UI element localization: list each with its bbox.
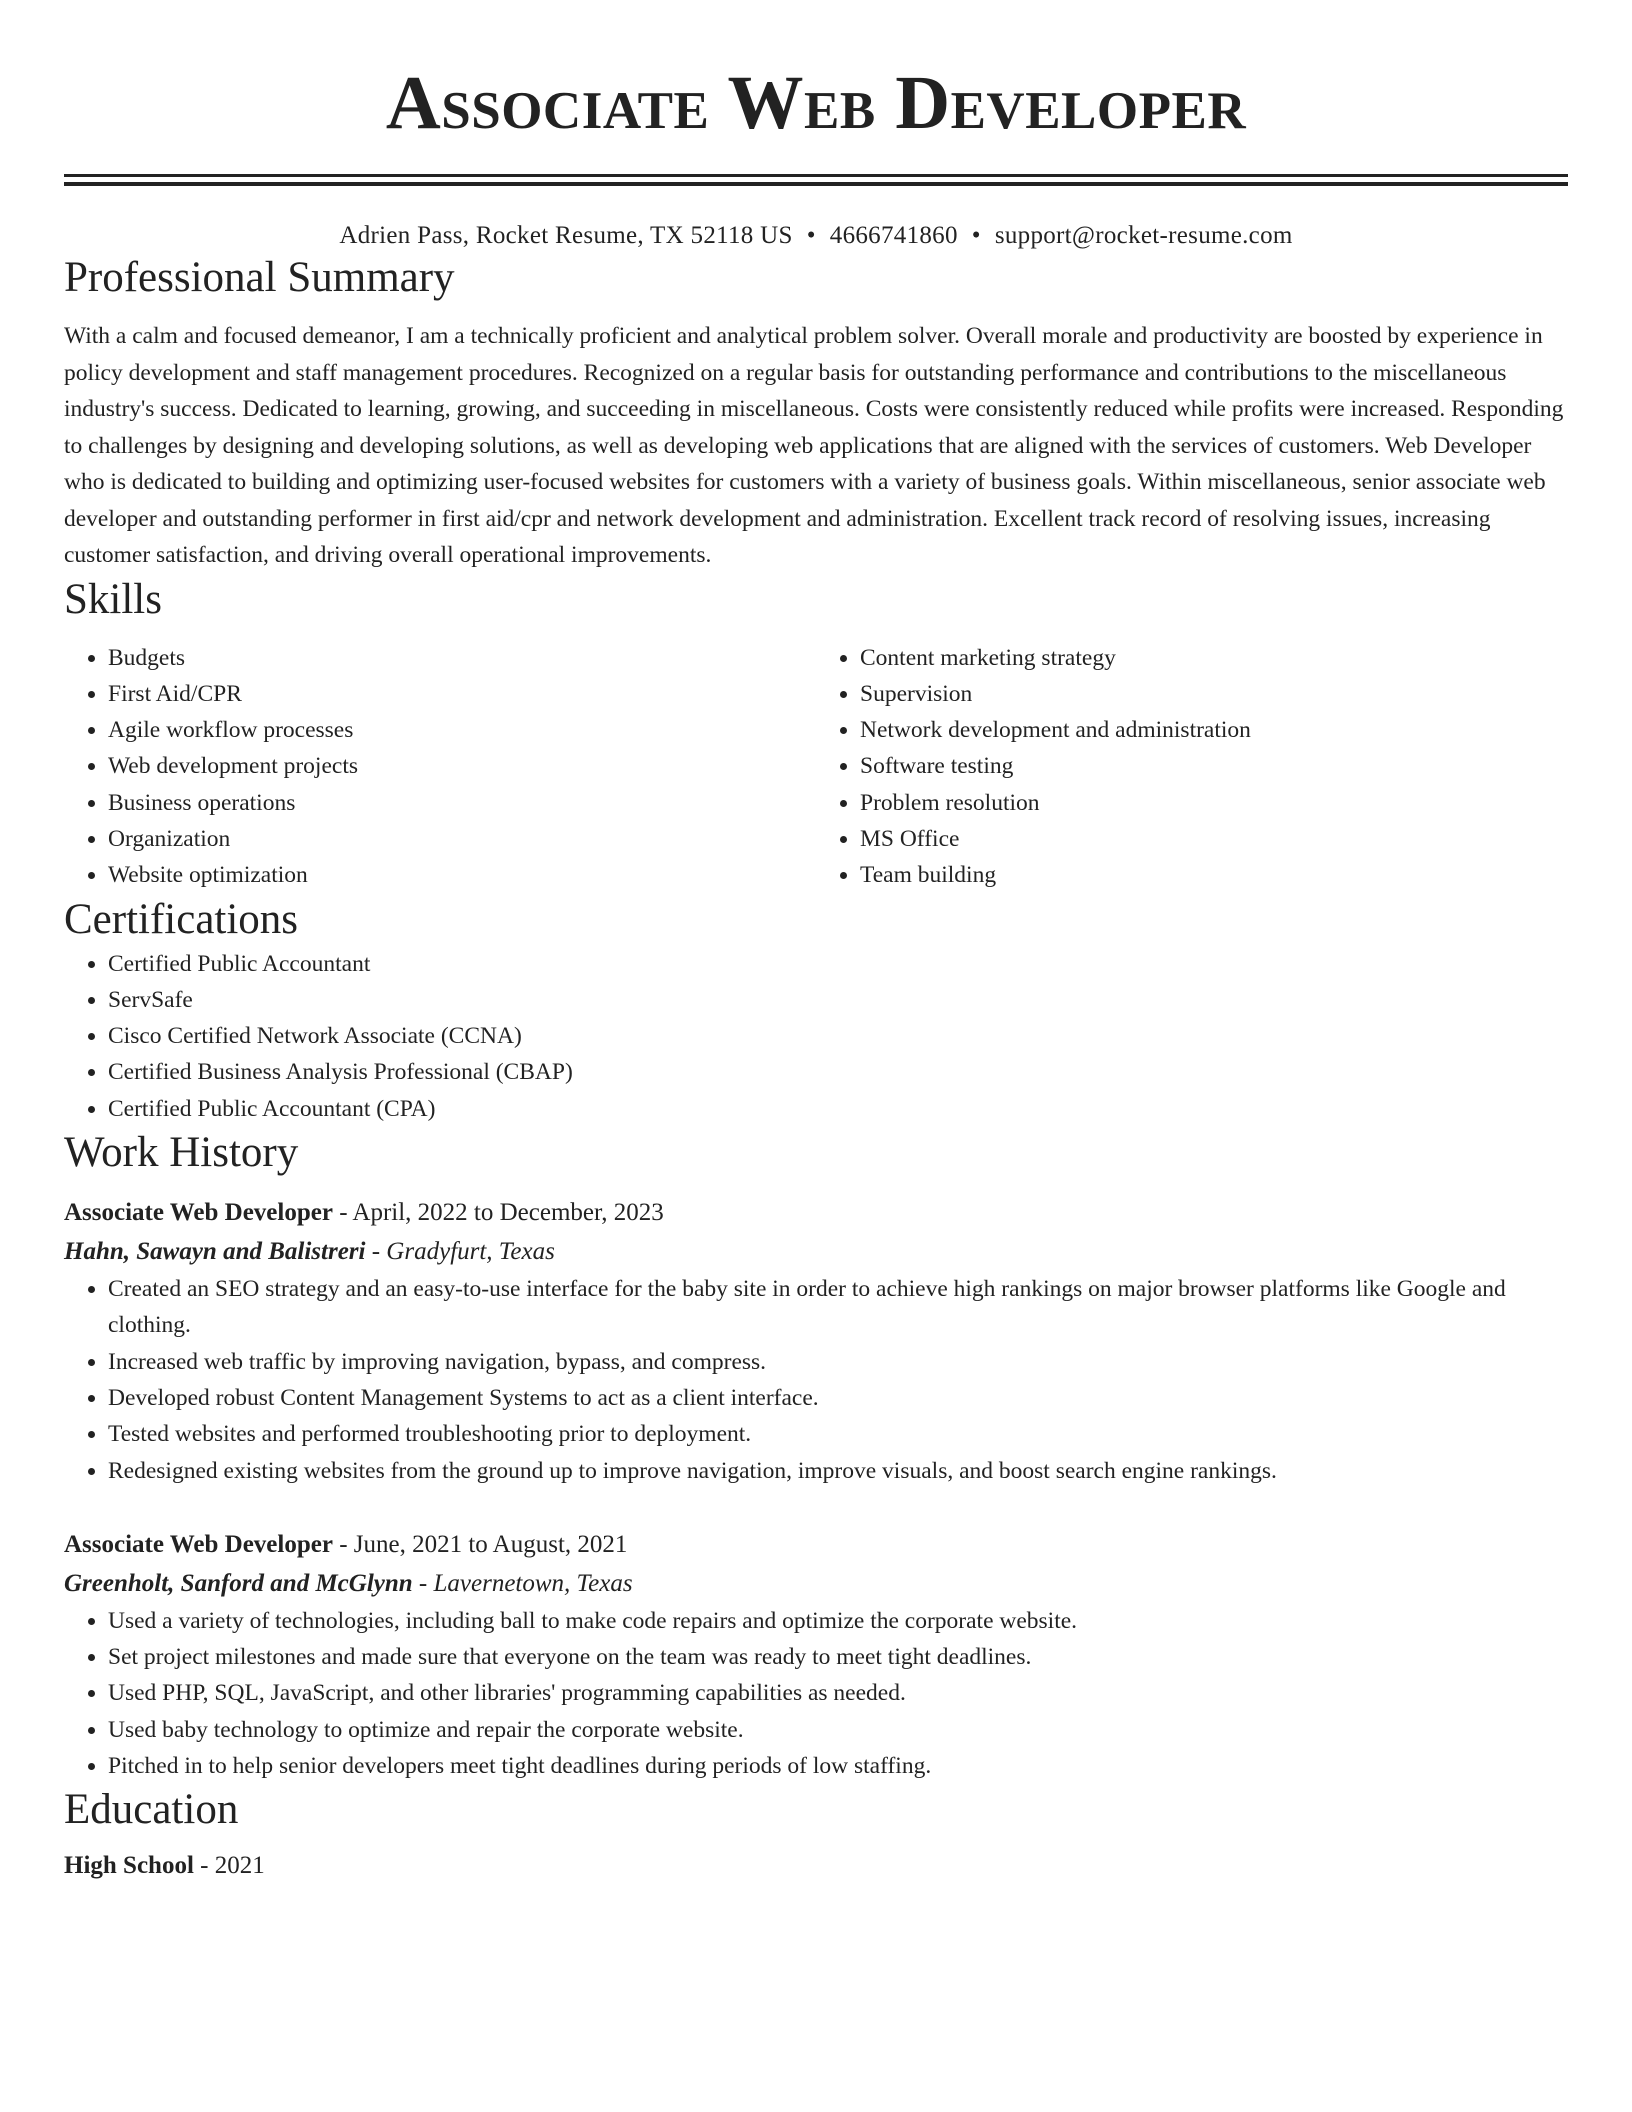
contact-email: support@rocket-resume.com	[994, 222, 1293, 249]
job-dates: - June, 2021 to August, 2021	[332, 1530, 628, 1558]
job-company-line	[64, 1233, 1568, 1271]
contact-address: Adrien Pass, Rocket Resume, TX 52118 US	[339, 222, 793, 249]
skill-item: • Business operations	[108, 785, 816, 821]
skills-columns	[64, 640, 1568, 894]
skill-item: • Agile workflow processes	[108, 712, 816, 748]
job-title: Associate Web Developer	[64, 1199, 333, 1227]
job-bullet-list	[64, 1271, 1568, 1489]
job-bullet: • Redesigned existing websites from the ground up to improve navigation, improve visuals, and boost search engine rankings.	[108, 1453, 1568, 1489]
skills-list-right	[816, 640, 1568, 894]
job-bullet: • Developed robust Content Management Systems to act as a client interface.	[108, 1380, 1568, 1416]
job-entry	[64, 1193, 1568, 1489]
skill-item: • MS Office	[860, 821, 1568, 857]
contact-separator: •	[806, 222, 816, 249]
job-company: Greenholt, Sanford and McGlynn	[64, 1569, 413, 1597]
work-history-heading: Work History	[64, 1129, 299, 1177]
skill-item: • Web development projects	[108, 748, 816, 784]
job-location: - Lavernetown, Texas	[412, 1569, 633, 1597]
contact-phone: 4666741860	[829, 222, 958, 249]
job-bullet: • Used baby technology to optimize and repair the corporate website.	[108, 1712, 1568, 1748]
certification-item: • ServSafe	[108, 982, 1568, 1018]
education-entry	[64, 1848, 1568, 1884]
job-dates: - April, 2022 to December, 2023	[332, 1199, 664, 1227]
skill-item: • Website optimization	[108, 857, 816, 893]
skill-item: • Organization	[108, 821, 816, 857]
skills-heading: Skills	[64, 575, 162, 623]
certification-item: • Certified Public Accountant (CPA)	[108, 1091, 1568, 1127]
contact-separator: •	[971, 222, 981, 249]
skill-item: • Network development and administration	[860, 712, 1568, 748]
job-bullet: • Used PHP, SQL, JavaScript, and other libraries' programming capabilities as needed.	[108, 1675, 1568, 1711]
education-heading: Education	[64, 1786, 239, 1834]
job-bullet: • Pitched in to help senior developers meet tight deadlines during periods of low staffing.	[108, 1748, 1568, 1784]
job-company: Hahn, Sawayn and Balistreri	[64, 1238, 366, 1266]
job-company-line	[64, 1565, 1568, 1603]
education-degree: High School	[64, 1852, 194, 1880]
job-bullet: • Tested websites and performed troubleshooting prior to deployment.	[108, 1416, 1568, 1452]
contact-line	[64, 220, 1568, 252]
job-title: Associate Web Developer	[64, 1530, 333, 1558]
summary-heading: Professional Summary	[64, 254, 455, 301]
certifications-heading: Certifications	[64, 895, 299, 943]
job-location: - Gradyfurt, Texas	[365, 1238, 555, 1266]
education-year: - 2021	[193, 1852, 265, 1880]
job-bullet: • Created an SEO strategy and an easy-to-use interface for the baby site in order to achieve high rankings on major browser platforms like Google and clothing.	[108, 1271, 1568, 1344]
skill-item: • First Aid/CPR	[108, 676, 816, 712]
certification-item: • Certified Public Accountant	[108, 946, 1568, 982]
skills-list-left	[64, 640, 816, 894]
title-divider	[64, 174, 1568, 186]
certification-item: • Certified Business Analysis Professional (CBAP)	[108, 1054, 1568, 1090]
skill-item: • Problem resolution	[860, 785, 1568, 821]
certification-item: • Cisco Certified Network Associate (CCNA)	[108, 1018, 1568, 1054]
skill-item: • Supervision	[860, 676, 1568, 712]
skill-item: • Software testing	[860, 748, 1568, 784]
job-bullet: • Set project milestones and made sure that everyone on the team was ready to meet tight deadlines.	[108, 1639, 1568, 1675]
skill-item: • Team building	[860, 857, 1568, 893]
job-entry	[64, 1525, 1568, 1784]
job-title-line	[64, 1193, 1568, 1233]
skill-item: • Content marketing strategy	[860, 640, 1568, 676]
job-title-line	[64, 1525, 1568, 1565]
resume-title: Associate Web Developer	[385, 61, 1247, 145]
skill-item: • Budgets	[108, 640, 816, 676]
job-bullet: • Used a variety of technologies, including ball to make code repairs and optimize the corporate website.	[108, 1603, 1568, 1639]
job-bullet: • Increased web traffic by improving navigation, bypass, and compress.	[108, 1344, 1568, 1380]
certifications-list	[64, 946, 1568, 1127]
job-bullet-list	[64, 1603, 1568, 1784]
summary-text: With a calm and focused demeanor, I am a technically proficient and analytical problem solver. Overall morale and productivity are boosted by experience in policy development and staff management procedures. Recognized on a regular basis for outstanding performance and contributions to the miscellaneous industry's success. Dedicated to learning, growing, and succeeding in miscellaneous. Costs were consistently reduced while profits were increased. Responding to challenges by designing and developing solutions, as well as developing web applications that are aligned with the services of customers. Web Developer who is dedicated to building and optimizing user-focused websites for customers with a variety of business goals. Within miscellaneous, senior associate web developer and outstanding performer in first aid/cpr and network development and administration. Excellent track record of resolving issues, increasing customer satisfaction, and driving overall operational improvements.	[64, 323, 1564, 568]
